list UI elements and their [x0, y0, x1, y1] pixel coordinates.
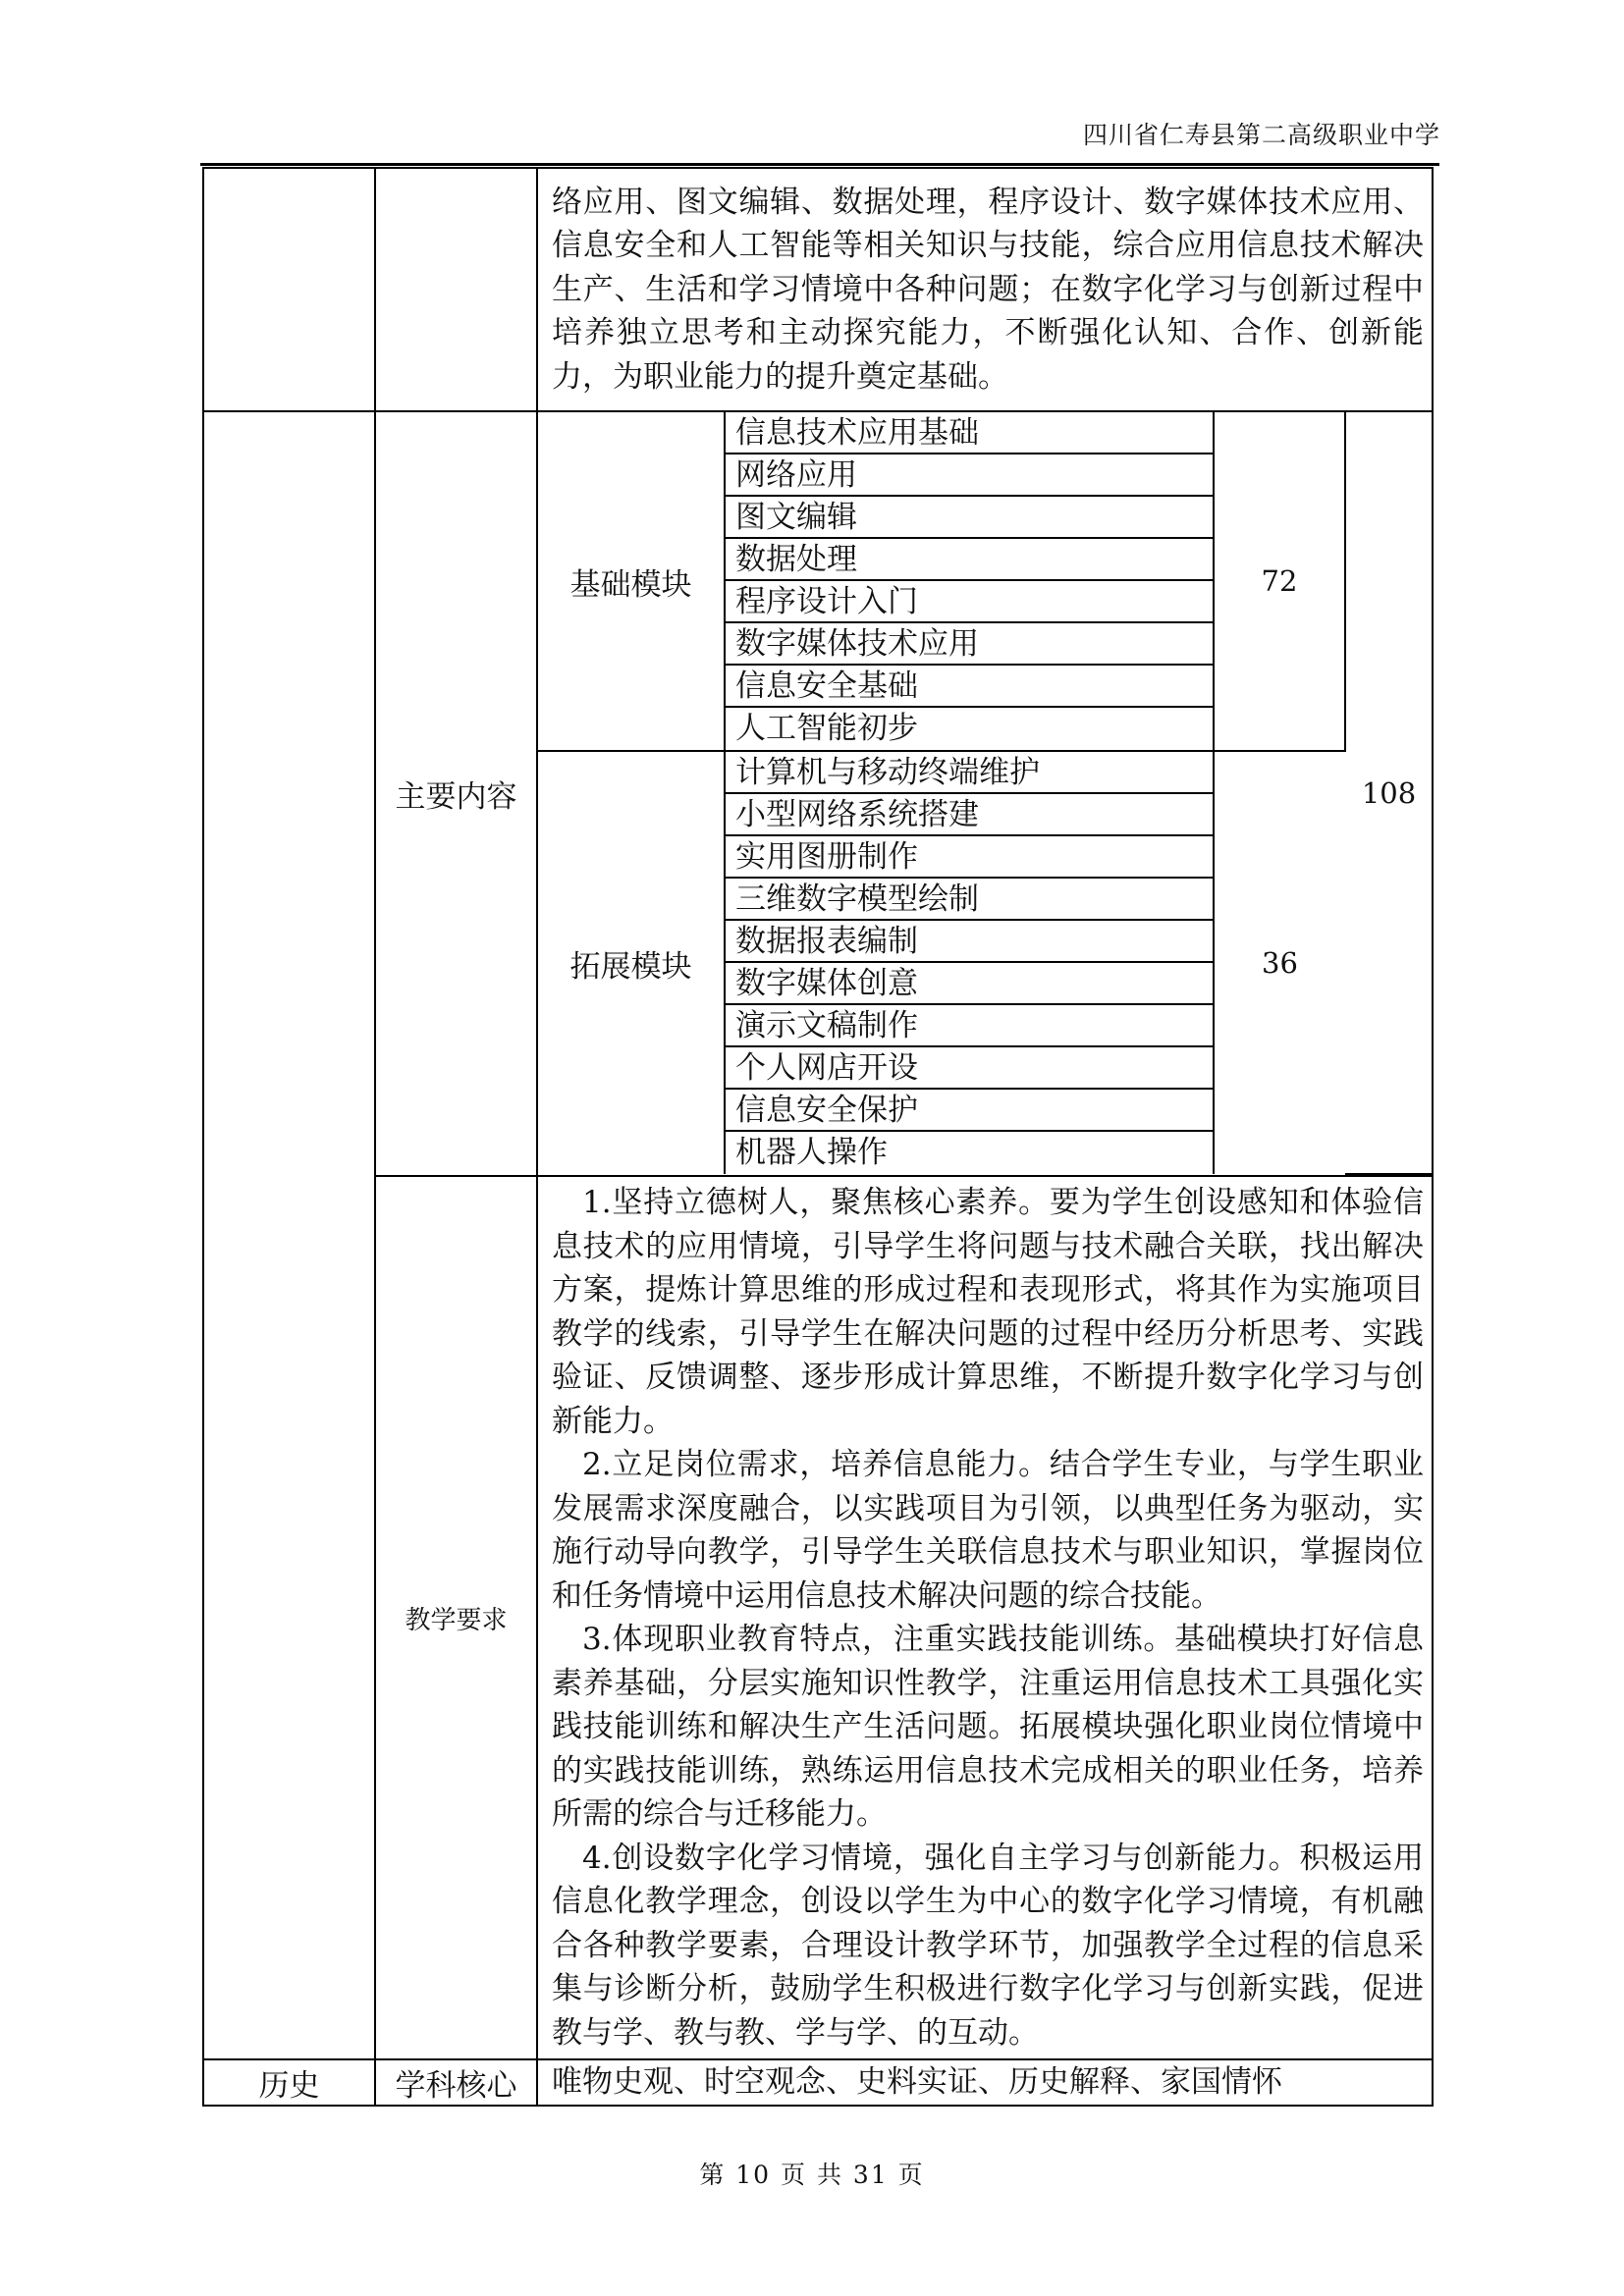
intro-text: 络应用、图文编辑、数据处理，程序设计、数字媒体技术应用、信息安全和人工智能等相关知识与技能，综合应用信息技术解决生产、生活和学习情境中各种问题；在数字化学习与创新过程中培养独立思考和主动探究能力，不断强化认知、合作、创新能力，为职业能力的提升奠定基础。 — [537, 168, 1433, 411]
module-item: 信息安全基础 — [726, 666, 1213, 708]
teaching-paragraph-3: 3.体现职业教育特点，注重实践技能训练。基础模块打好信息素养基础，分层实施知识性教学，注重运用信息技术工具强化实践技能训练和解决生产生活问题。拓展模块强化职业岗位情境中的实践技能训练，熟练运用信息技术完成相关的职业任务，培养所需的综合与迁移能力。 — [552, 1622, 1424, 1832]
module-item: 人工智能初步 — [735, 711, 918, 746]
module-item: 个人网店开设 — [726, 1047, 1213, 1090]
total-hours: 108 — [1345, 412, 1432, 1174]
ext-module-row — [538, 751, 1432, 1174]
basic-module-items-cell — [725, 412, 1214, 751]
module-item: 实用图册制作 — [726, 836, 1213, 879]
subject-spacer-cell — [203, 411, 375, 2059]
history-core-label: 学科核心 — [375, 2059, 537, 2106]
module-item: 数据处理 — [726, 539, 1213, 581]
ext-module-label: 拓展模块 — [538, 751, 725, 1174]
module-item: 计算机与移动终端维护 — [726, 752, 1213, 794]
module-item: 数字媒体技术应用 — [726, 623, 1213, 666]
basic-module-list — [726, 412, 1213, 750]
module-item: 机器人操作 — [735, 1135, 888, 1170]
modules-table — [538, 412, 1432, 1175]
module-item: 图文编辑 — [726, 497, 1213, 539]
page-number-footer: 第 10 页 共 31 页 — [699, 2161, 925, 2189]
empty-subject-cell — [203, 168, 375, 411]
ext-module-items-cell — [725, 751, 1214, 1174]
module-item: 信息技术应用基础 — [726, 412, 1213, 454]
teaching-row — [203, 1176, 1433, 2059]
history-row — [203, 2059, 1433, 2106]
teaching-paragraph-4: 4.创设数字化学习情境，强化自主学习与创新能力。积极运用信息化教学理念，创设以学生为中心的数字化学习情境，有机融合各种教学要素，合理设计教学环节，加强教学全过程的信息采集与诊断分析，鼓励学生积极进行数字化学习与创新实践，促进教与学、教与教、学与学、的互动。 — [552, 1840, 1424, 2051]
main-content-row — [203, 411, 1433, 1176]
teaching-text — [537, 1176, 1433, 2059]
module-item: 信息安全保护 — [726, 1090, 1213, 1132]
basic-module-label: 基础模块 — [538, 412, 725, 751]
curriculum-table — [202, 167, 1434, 2107]
teaching-paragraph-2: 2.立足岗位需求，培养信息能力。结合学生专业，与学生职业发展需求深度融合，以实践项目为引领，以典型任务为驱动，实施行动导向教学，引导学生关联信息技术与职业知识，掌握岗位和任务情境中运用信息技术解决问题的综合技能。 — [552, 1447, 1424, 1614]
header-rule — [200, 163, 1439, 166]
basic-module-hours: 72 — [1214, 412, 1345, 751]
module-item: 数字媒体创意 — [726, 963, 1213, 1005]
module-item: 三维数字模型绘制 — [726, 879, 1213, 921]
teaching-paragraph-1: 1.坚持立德树人，聚焦核心素养。要为学生创设感知和体验信息技术的应用情境，引导学生将问题与技术融合关联，找出解决方案，提炼计算思维的形成过程和表现形式，将其作为实施项目教学的线索，引导学生在解决问题的过程中经历分析思考、实践验证、反馈调整、逐步形成计算思维，不断提升数字化学习与创新能力。 — [552, 1185, 1424, 1439]
modules-cell — [537, 411, 1433, 1176]
history-subject: 历史 — [203, 2059, 375, 2106]
school-name-header: 四川省仁寿县第二高级职业中学 — [1082, 121, 1440, 149]
module-item: 网络应用 — [726, 454, 1213, 497]
module-item: 小型网络系统搭建 — [726, 794, 1213, 836]
ext-module-hours: 36 — [1262, 946, 1298, 980]
basic-module-row — [538, 412, 1432, 751]
history-core-text: 唯物史观、时空观念、史料实证、历史解释、家国情怀 — [537, 2059, 1433, 2106]
main-content-label: 主要内容 — [375, 411, 537, 1176]
ext-module-list — [726, 752, 1213, 1174]
module-item: 数据报表编制 — [726, 921, 1213, 963]
module-item: 演示文稿制作 — [726, 1005, 1213, 1047]
module-item: 程序设计入门 — [726, 581, 1213, 623]
teaching-label: 教学要求 — [375, 1176, 537, 2059]
intro-row — [203, 168, 1433, 411]
empty-label-cell — [375, 168, 537, 411]
